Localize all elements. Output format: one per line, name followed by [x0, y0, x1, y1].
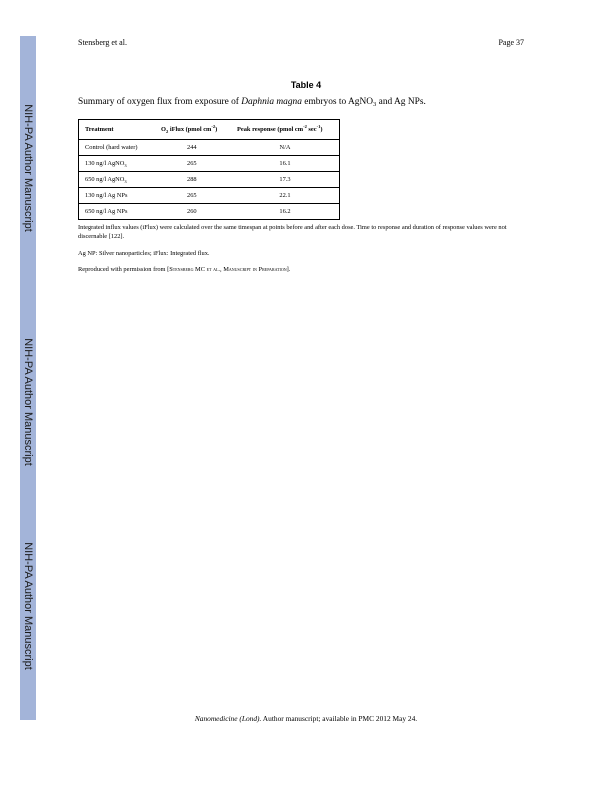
cell-treatment: 650 ng/l AgNO$_3$ [79, 172, 156, 188]
cell-peak: 17.3 [231, 172, 340, 188]
cell-peak: 16.2 [231, 204, 340, 220]
cell-iflux: 288 [155, 172, 231, 188]
table-row [79, 172, 340, 188]
table-row [79, 188, 340, 204]
header-peak-response: Peak response (pmol $cm^{-2}$ $\sec^{-1}$) [231, 120, 340, 140]
cell-peak: 16.1 [231, 156, 340, 172]
table-row [79, 156, 340, 172]
cell-iflux: 244 [155, 140, 231, 156]
table-caption: Summary of oxygen flux from exposure of Daphnia magna embryos to AgNO$_3$ and Ag NPs. [78, 97, 426, 108]
header-iflux: $O_2$ iFlux (pmol $cm^{-2}$) [155, 120, 231, 140]
table-row [79, 204, 340, 220]
note-abbreviations: Ag NP: Silver nanoparticles; iFlux: Integrated flux. [78, 250, 210, 257]
caption-species: Daphnia magna [241, 97, 302, 107]
cell-treatment: 130 ng/l Ag NPs [79, 188, 156, 204]
page-footer: Nanomedicine (Lond). Author manuscript; available in PMC 2012 May 24. [194, 714, 418, 723]
running-head-page: Page 37 [498, 38, 524, 47]
note-reproduced: Reproduced with permission from [Stensberg MC et al., Manuscript in Preparation]. [78, 266, 291, 273]
cell-treatment: 130 ng/l AgNO$_3$ [79, 156, 156, 172]
cell-treatment: Control (hard water) [79, 140, 156, 156]
cell-iflux: 260 [155, 204, 231, 220]
cell-peak: N/A [231, 140, 340, 156]
table-header-row [79, 120, 340, 140]
note-integrated-influx: Integrated influx values (iFlux) were calculated over the same timespan at points before and after each dose. Time to response and duration of response values were not discernable [122]. [78, 224, 507, 241]
oxygen-flux-table [78, 119, 340, 220]
cell-iflux: 265 [155, 188, 231, 204]
cell-peak: 22.1 [231, 188, 340, 204]
header-treatment: Treatment [79, 120, 156, 140]
cell-iflux: 265 [155, 156, 231, 172]
running-head-authors: Stensberg et al. [78, 38, 127, 47]
reproduced-source: Stensberg MC et al., Manuscript in Preparation [169, 266, 287, 273]
cell-treatment: 650 ng/l Ag NPs [79, 204, 156, 220]
table-row [79, 140, 340, 156]
table-title: Table 4 [290, 80, 322, 90]
footer-journal: Nanomedicine (Lond). [194, 714, 262, 723]
